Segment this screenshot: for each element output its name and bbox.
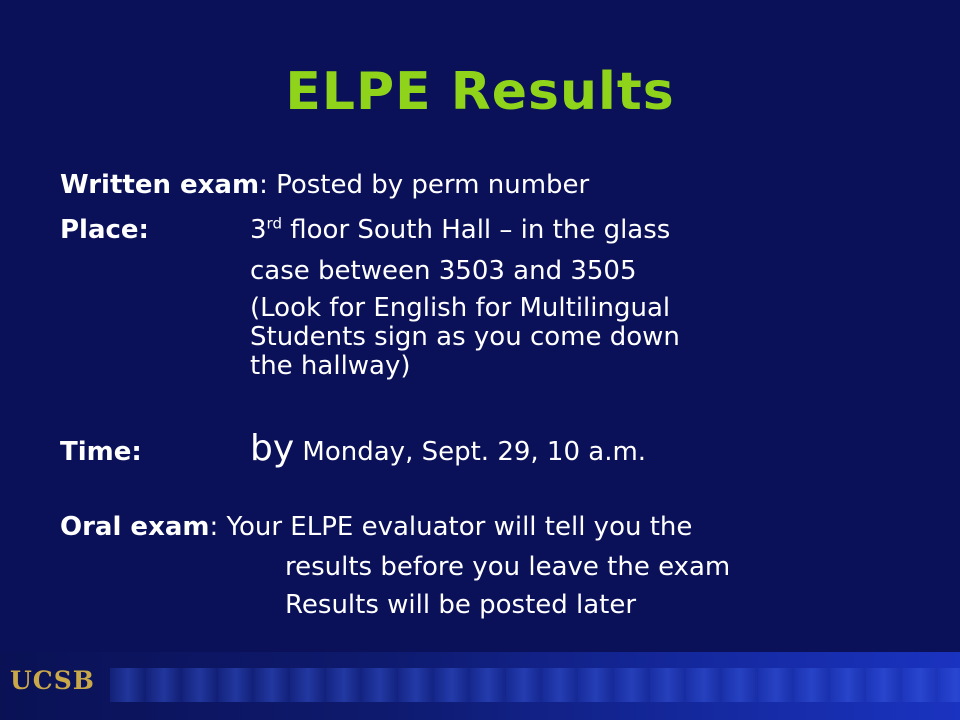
time-text: Monday, Sept. 29, 10 a.m. bbox=[294, 437, 647, 467]
place-line-3c: the hallway) bbox=[250, 351, 411, 381]
oral-exam-label: Oral exam bbox=[60, 512, 210, 542]
place-label: Place: bbox=[60, 215, 149, 245]
written-exam-colon: : bbox=[259, 170, 277, 200]
place-floor-number: 3 bbox=[250, 215, 267, 245]
time-by: by bbox=[250, 428, 295, 469]
time-label: Time: bbox=[60, 437, 142, 467]
place-floor-suffix: rd bbox=[266, 214, 282, 233]
place-line-2: case between 3503 and 3505 bbox=[250, 256, 637, 286]
place-line-1-text: floor South Hall – in the glass bbox=[281, 215, 671, 245]
place-label-row bbox=[60, 215, 149, 245]
place-line-3a: (Look for English for Multilingual bbox=[250, 293, 671, 323]
written-exam-label: Written exam bbox=[60, 170, 260, 200]
time-line bbox=[250, 428, 646, 469]
oral-exam-line bbox=[60, 512, 692, 542]
slide-title: ELPE Results bbox=[285, 62, 675, 122]
oral-exam-line-3: Results will be posted later bbox=[285, 590, 637, 620]
oral-exam-line-2: results before you leave the exam bbox=[285, 552, 731, 582]
place-line-1 bbox=[250, 215, 670, 245]
footer-decoration bbox=[110, 668, 960, 702]
oral-exam-line-1: Your ELPE evaluator will tell you the bbox=[226, 512, 693, 542]
ucsb-logo: UCSB bbox=[10, 666, 95, 695]
place-line-3b: Students sign as you come down bbox=[250, 322, 680, 352]
time-label-row bbox=[60, 437, 142, 467]
written-exam-line bbox=[60, 170, 589, 200]
oral-exam-colon: : bbox=[209, 512, 227, 542]
written-exam-text: Posted by perm number bbox=[276, 170, 590, 200]
